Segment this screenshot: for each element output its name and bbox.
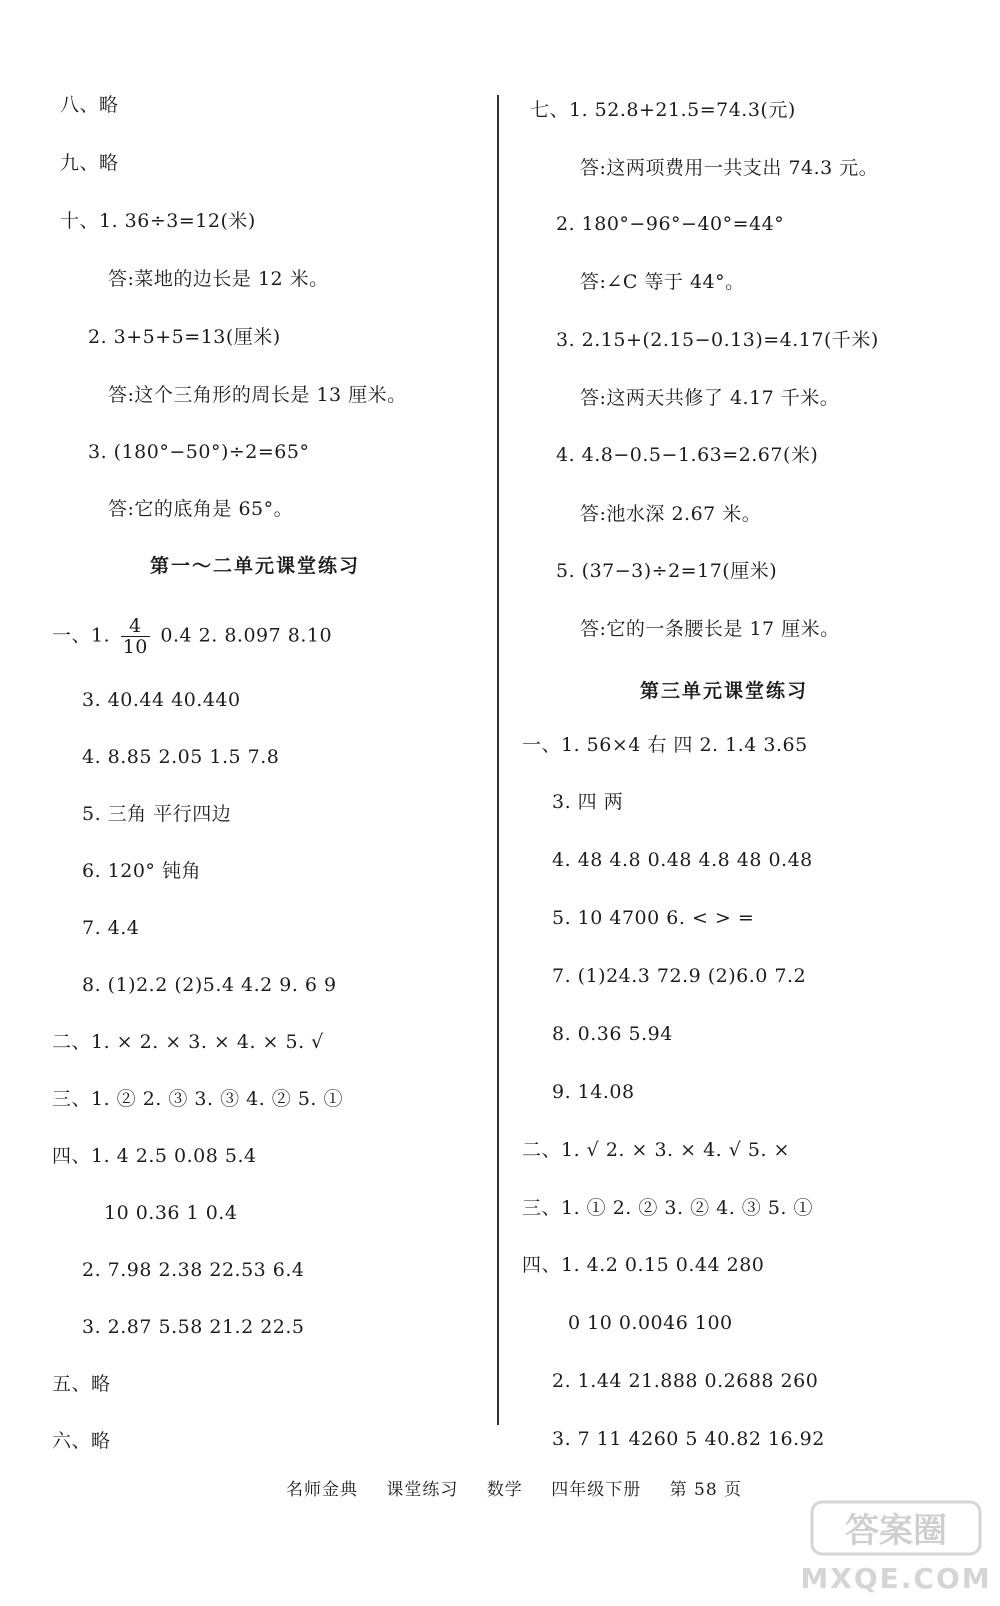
answer-line: 答:它的底角是 65°。 [108, 498, 294, 520]
watermark-logo [800, 1498, 992, 1598]
answer-line: 3. 40.44 40.440 [82, 689, 241, 711]
answer-line: 五、略 [52, 1373, 111, 1395]
answer-line: 八、略 [60, 94, 119, 116]
answer-line: 四、1. 4.2 0.15 0.44 280 [522, 1254, 765, 1276]
answer-line: 3. 2.87 5.58 21.2 22.5 [82, 1316, 305, 1338]
answer-line: 4. 8.85 2.05 1.5 7.8 [82, 746, 280, 768]
answer-line: 8. (1)2.2 (2)5.4 4.2 9. 6 9 [82, 974, 337, 996]
column-divider [497, 95, 499, 1425]
answer-line: 4. 48 4.8 0.48 4.8 48 0.48 [552, 849, 813, 871]
answer-line: 5. (37−3)÷2=17(厘米) [556, 560, 778, 582]
answer-line: 七、1. 52.8+21.5=74.3(元) [530, 99, 796, 121]
answer-line: 四、1. 4 2.5 0.08 5.4 [52, 1145, 257, 1167]
section-heading: 第一～二单元课堂练习 [150, 555, 361, 577]
answer-line-fraction [52, 616, 332, 657]
answer-line: 7. (1)24.3 72.9 (2)6.0 7.2 [552, 965, 807, 987]
answer-line: 答:菜地的边长是 12 米。 [108, 268, 329, 290]
answer-line: 5. 三角 平行四边 [82, 803, 232, 825]
answer-line: 4. 4.8−0.5−1.63=2.67(米) [556, 444, 819, 466]
answer-line: 5. 10 4700 6. < > = [552, 907, 755, 929]
answer-line: 9. 14.08 [552, 1081, 635, 1103]
answer-line: 答:这两项费用一共支出 74.3 元。 [580, 157, 879, 179]
answer-line: 2. 180°−96°−40°=44° [556, 213, 785, 235]
answer-line: 三、1. ② 2. ③ 3. ③ 4. ② 5. ① [52, 1088, 343, 1110]
answer-line: 3. 2.15+(2.15−0.13)=4.17(千米) [556, 329, 879, 351]
answer-line: 一、1. 56×4 右 四 2. 1.4 3.65 [522, 734, 808, 756]
answer-line: 3. (180°−50°)÷2=65° [88, 441, 310, 463]
section-heading: 第三单元课堂练习 [640, 680, 809, 702]
answer-line: 2. 7.98 2.38 22.53 6.4 [82, 1259, 305, 1281]
footer-series: 课堂练习 [386, 1480, 459, 1500]
fraction [121, 616, 150, 657]
answer-line: 答:这两天共修了 4.17 千米。 [580, 387, 840, 409]
svg-text:MXQE.COM: MXQE.COM [800, 1562, 992, 1595]
footer-page-number: 第 58 页 [669, 1480, 743, 1500]
answer-line: 二、1. × 2. × 3. × 4. × 5. √ [52, 1031, 324, 1053]
fraction-denominator: 10 [122, 636, 148, 658]
answer-line: 3. 7 11 4260 5 40.82 16.92 [552, 1428, 825, 1450]
answer-line: 九、略 [60, 152, 119, 174]
svg-text:答案圈: 答案圈 [845, 1511, 947, 1551]
answer-line: 2. 1.44 21.888 0.2688 260 [552, 1370, 819, 1392]
footer-brand: 名师金典 [286, 1480, 358, 1500]
answer-line: 10 0.36 1 0.4 [104, 1202, 238, 1224]
answer-line: 二、1. √ 2. × 3. × 4. √ 5. × [522, 1139, 790, 1161]
page-footer [286, 1475, 764, 1500]
answer-line: 3. 四 两 [552, 791, 624, 813]
answer-line: 三、1. ① 2. ② 3. ② 4. ③ 5. ① [522, 1197, 813, 1219]
footer-subject: 数学 [486, 1480, 523, 1500]
fraction-numerator: 4 [121, 616, 150, 637]
answer-line: 六、略 [52, 1430, 111, 1452]
line-prefix: 一、1. [52, 624, 111, 647]
answer-line: 6. 120° 钝角 [82, 860, 201, 882]
answer-line: 0 10 0.0046 100 [568, 1312, 733, 1334]
answer-line: 7. 4.4 [82, 917, 140, 939]
answer-line: 2. 3+5+5=13(厘米) [88, 326, 281, 348]
answer-line: 答:∠C 等于 44°。 [580, 271, 745, 293]
answer-line: 十、1. 36÷3=12(米) [60, 210, 256, 232]
answer-line: 答:它的一条腰长是 17 厘米。 [580, 618, 840, 640]
answer-line: 答:池水深 2.67 米。 [580, 503, 762, 525]
line-suffix: 0.4 2. 8.097 8.10 [160, 624, 333, 647]
footer-grade: 四年级下册 [551, 1480, 642, 1500]
answer-line: 答:这个三角形的周长是 13 厘米。 [108, 384, 407, 406]
answer-line: 8. 0.36 5.94 [552, 1023, 673, 1045]
